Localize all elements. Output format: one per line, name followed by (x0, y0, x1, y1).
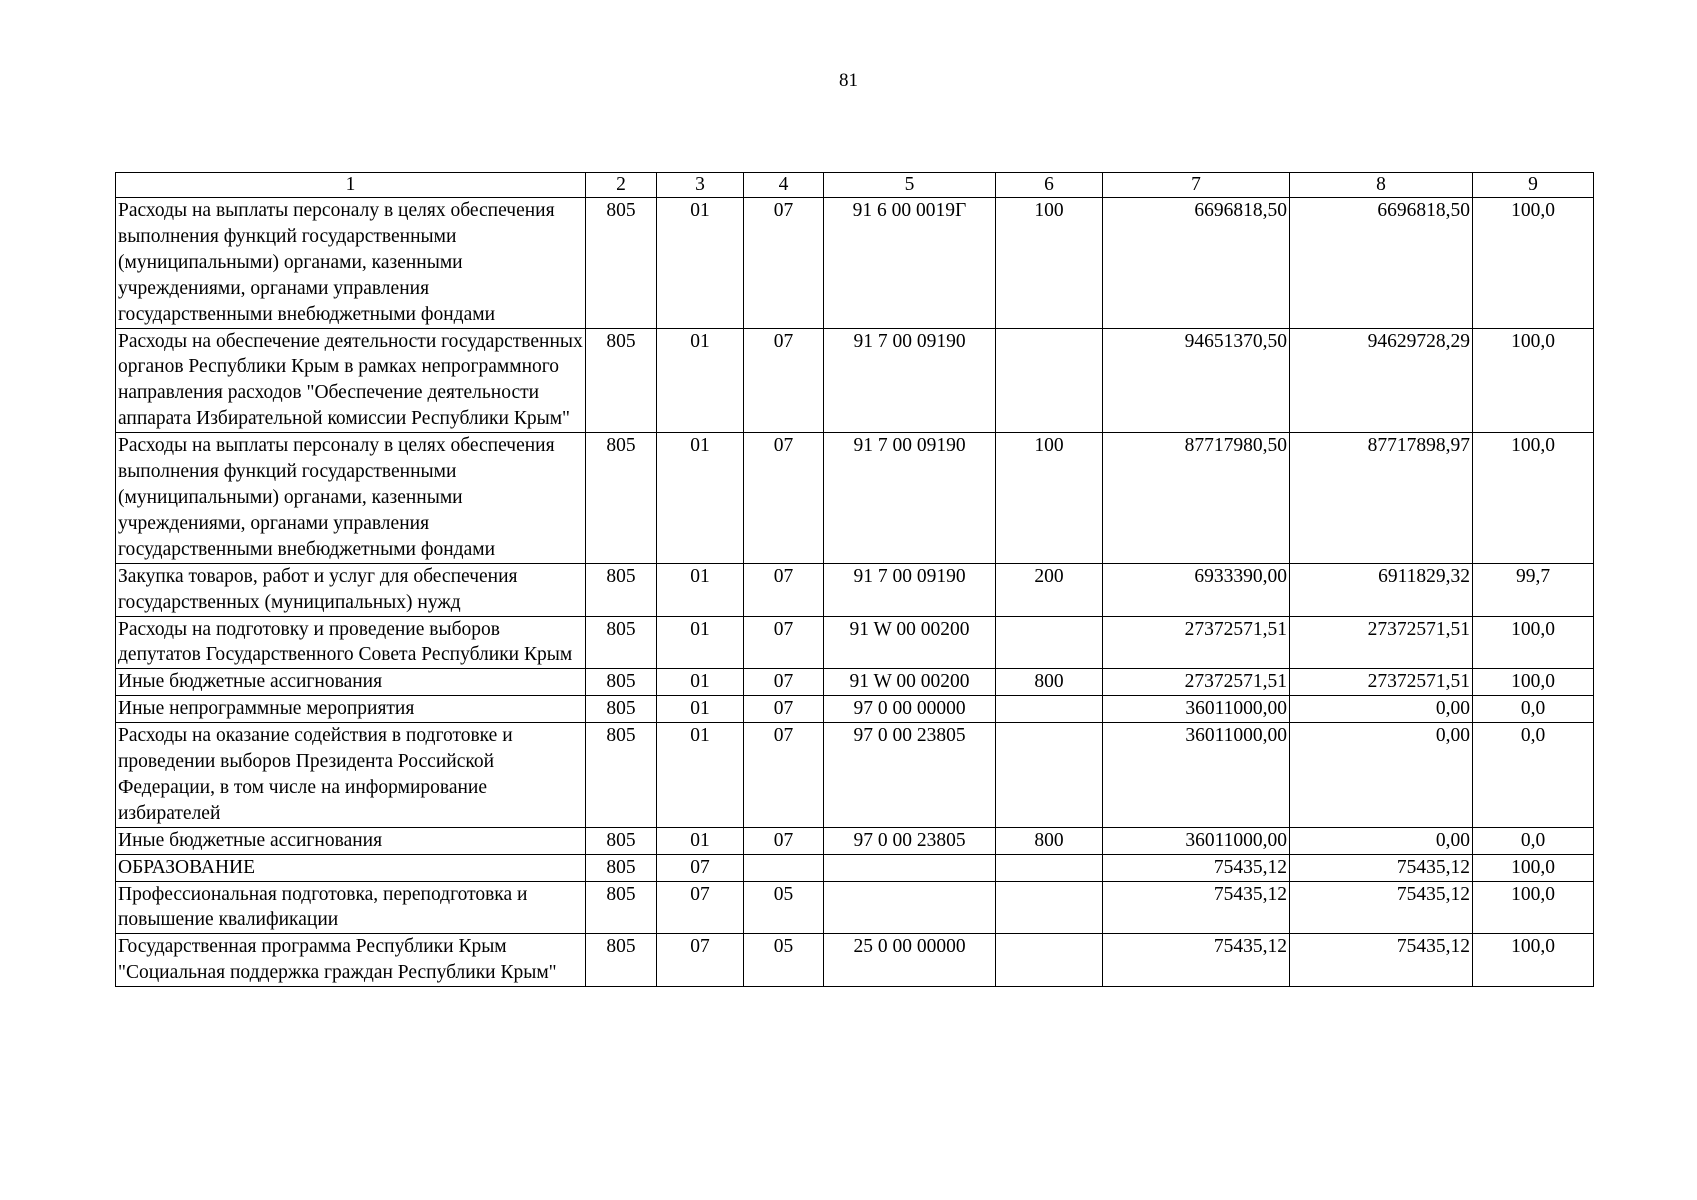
cell-section: 01 (657, 563, 744, 616)
cell-admin-code: 805 (586, 696, 657, 723)
cell-subsection: 07 (744, 827, 824, 854)
cell-section: 01 (657, 723, 744, 828)
cell-subsection (744, 854, 824, 881)
cell-plan-amount: 75435,12 (1103, 934, 1290, 987)
cell-section: 01 (657, 616, 744, 669)
row-name: Иные бюджетные ассигнования (116, 669, 586, 696)
cell-plan-amount: 36011000,00 (1103, 827, 1290, 854)
cell-actual-amount: 87717898,97 (1290, 433, 1473, 564)
table-row (116, 723, 1594, 828)
cell-expense-type (996, 854, 1103, 881)
cell-plan-amount: 94651370,50 (1103, 328, 1290, 433)
cell-section: 01 (657, 328, 744, 433)
cell-admin-code: 805 (586, 934, 657, 987)
cell-expense-type: 100 (996, 433, 1103, 564)
cell-expense-type: 100 (996, 198, 1103, 329)
cell-target-article (824, 881, 996, 934)
cell-actual-amount: 0,00 (1290, 827, 1473, 854)
cell-section: 01 (657, 669, 744, 696)
cell-section: 01 (657, 198, 744, 329)
cell-admin-code: 805 (586, 881, 657, 934)
cell-percent: 100,0 (1473, 433, 1594, 564)
cell-actual-amount: 75435,12 (1290, 854, 1473, 881)
table-row (116, 881, 1594, 934)
cell-plan-amount: 27372571,51 (1103, 669, 1290, 696)
cell-target-article (824, 854, 996, 881)
column-header: 1 (116, 173, 586, 198)
table-row (116, 934, 1594, 987)
cell-target-article: 97 0 00 23805 (824, 827, 996, 854)
cell-subsection: 07 (744, 563, 824, 616)
cell-actual-amount: 94629728,29 (1290, 328, 1473, 433)
cell-percent: 100,0 (1473, 881, 1594, 934)
cell-subsection: 07 (744, 328, 824, 433)
cell-admin-code: 805 (586, 198, 657, 329)
cell-section: 01 (657, 433, 744, 564)
column-header: 8 (1290, 173, 1473, 198)
table-row (116, 616, 1594, 669)
table-row (116, 563, 1594, 616)
cell-subsection: 05 (744, 934, 824, 987)
cell-expense-type: 800 (996, 669, 1103, 696)
cell-section: 07 (657, 881, 744, 934)
row-name: Закупка товаров, работ и услуг для обеспечения государственных (муниципальных) нужд (116, 563, 586, 616)
cell-plan-amount: 6933390,00 (1103, 563, 1290, 616)
cell-section: 07 (657, 934, 744, 987)
cell-plan-amount: 75435,12 (1103, 881, 1290, 934)
column-header: 4 (744, 173, 824, 198)
row-name: ОБРАЗОВАНИЕ (116, 854, 586, 881)
column-header: 5 (824, 173, 996, 198)
cell-expense-type (996, 616, 1103, 669)
row-name: Иные непрограммные мероприятия (116, 696, 586, 723)
cell-percent: 100,0 (1473, 616, 1594, 669)
page-number: 81 (839, 70, 858, 91)
cell-percent: 0,0 (1473, 723, 1594, 828)
cell-target-article: 91 6 00 0019Г (824, 198, 996, 329)
cell-percent: 100,0 (1473, 198, 1594, 329)
cell-admin-code: 805 (586, 433, 657, 564)
cell-section: 01 (657, 827, 744, 854)
row-name: Расходы на оказание содействия в подготовке и проведении выборов Президента Российской Федерации, в том числе на информирование избирателей (116, 723, 586, 828)
cell-admin-code: 805 (586, 854, 657, 881)
cell-plan-amount: 87717980,50 (1103, 433, 1290, 564)
row-name: Расходы на выплаты персоналу в целях обеспечения выполнения функций государственными (муниципальными) органами, казенными учреждениями, органами управления государственными внебюджетными фондами (116, 198, 586, 329)
row-name: Расходы на подготовку и проведение выборов депутатов Государственного Совета Республики Крым (116, 616, 586, 669)
cell-expense-type (996, 723, 1103, 828)
row-name: Расходы на обеспечение деятельности государственных органов Республики Крым в рамках непрограммного направления расходов "Обеспечение деятельности аппарата Избирательной комиссии Республики Крым" (116, 328, 586, 433)
cell-target-article: 91 7 00 09190 (824, 563, 996, 616)
cell-actual-amount: 0,00 (1290, 723, 1473, 828)
cell-actual-amount: 75435,12 (1290, 881, 1473, 934)
cell-target-article: 91 W 00 00200 (824, 669, 996, 696)
cell-percent: 0,0 (1473, 827, 1594, 854)
cell-percent: 100,0 (1473, 669, 1594, 696)
cell-actual-amount: 6696818,50 (1290, 198, 1473, 329)
cell-admin-code: 805 (586, 827, 657, 854)
column-header: 2 (586, 173, 657, 198)
budget-table (115, 172, 1594, 987)
header-row (116, 173, 1594, 198)
cell-expense-type (996, 696, 1103, 723)
column-header: 6 (996, 173, 1103, 198)
cell-section: 07 (657, 854, 744, 881)
cell-admin-code: 805 (586, 669, 657, 696)
cell-percent: 100,0 (1473, 854, 1594, 881)
cell-admin-code: 805 (586, 328, 657, 433)
cell-subsection: 07 (744, 198, 824, 329)
cell-actual-amount: 27372571,51 (1290, 616, 1473, 669)
cell-admin-code: 805 (586, 563, 657, 616)
cell-expense-type: 200 (996, 563, 1103, 616)
table-row (116, 854, 1594, 881)
cell-subsection: 07 (744, 669, 824, 696)
cell-admin-code: 805 (586, 616, 657, 669)
row-name: Расходы на выплаты персоналу в целях обеспечения выполнения функций государственными (муниципальными) органами, казенными учреждениями, органами управления государственными внебюджетными фондами (116, 433, 586, 564)
cell-subsection: 05 (744, 881, 824, 934)
cell-actual-amount: 75435,12 (1290, 934, 1473, 987)
cell-subsection: 07 (744, 723, 824, 828)
table-row (116, 198, 1594, 329)
cell-subsection: 07 (744, 616, 824, 669)
cell-percent: 99,7 (1473, 563, 1594, 616)
cell-expense-type (996, 881, 1103, 934)
column-header: 9 (1473, 173, 1594, 198)
cell-target-article: 91 W 00 00200 (824, 616, 996, 669)
row-name: Государственная программа Республики Крым "Социальная поддержка граждан Республики Крым" (116, 934, 586, 987)
table-row (116, 696, 1594, 723)
cell-expense-type (996, 328, 1103, 433)
cell-admin-code: 805 (586, 723, 657, 828)
cell-target-article: 97 0 00 23805 (824, 723, 996, 828)
cell-section: 01 (657, 696, 744, 723)
cell-plan-amount: 75435,12 (1103, 854, 1290, 881)
cell-target-article: 97 0 00 00000 (824, 696, 996, 723)
cell-plan-amount: 27372571,51 (1103, 616, 1290, 669)
cell-actual-amount: 0,00 (1290, 696, 1473, 723)
table-row (116, 433, 1594, 564)
cell-target-article: 91 7 00 09190 (824, 328, 996, 433)
cell-expense-type: 800 (996, 827, 1103, 854)
column-header: 3 (657, 173, 744, 198)
cell-plan-amount: 6696818,50 (1103, 198, 1290, 329)
cell-percent: 100,0 (1473, 328, 1594, 433)
cell-percent: 0,0 (1473, 696, 1594, 723)
cell-actual-amount: 6911829,32 (1290, 563, 1473, 616)
table-row (116, 328, 1594, 433)
cell-expense-type (996, 934, 1103, 987)
row-name: Иные бюджетные ассигнования (116, 827, 586, 854)
cell-plan-amount: 36011000,00 (1103, 723, 1290, 828)
cell-target-article: 25 0 00 00000 (824, 934, 996, 987)
cell-plan-amount: 36011000,00 (1103, 696, 1290, 723)
table-row (116, 827, 1594, 854)
cell-percent: 100,0 (1473, 934, 1594, 987)
cell-target-article: 91 7 00 09190 (824, 433, 996, 564)
cell-subsection: 07 (744, 696, 824, 723)
column-header: 7 (1103, 173, 1290, 198)
table-row (116, 669, 1594, 696)
cell-subsection: 07 (744, 433, 824, 564)
cell-actual-amount: 27372571,51 (1290, 669, 1473, 696)
row-name: Профессиональная подготовка, переподготовка и повышение квалификации (116, 881, 586, 934)
